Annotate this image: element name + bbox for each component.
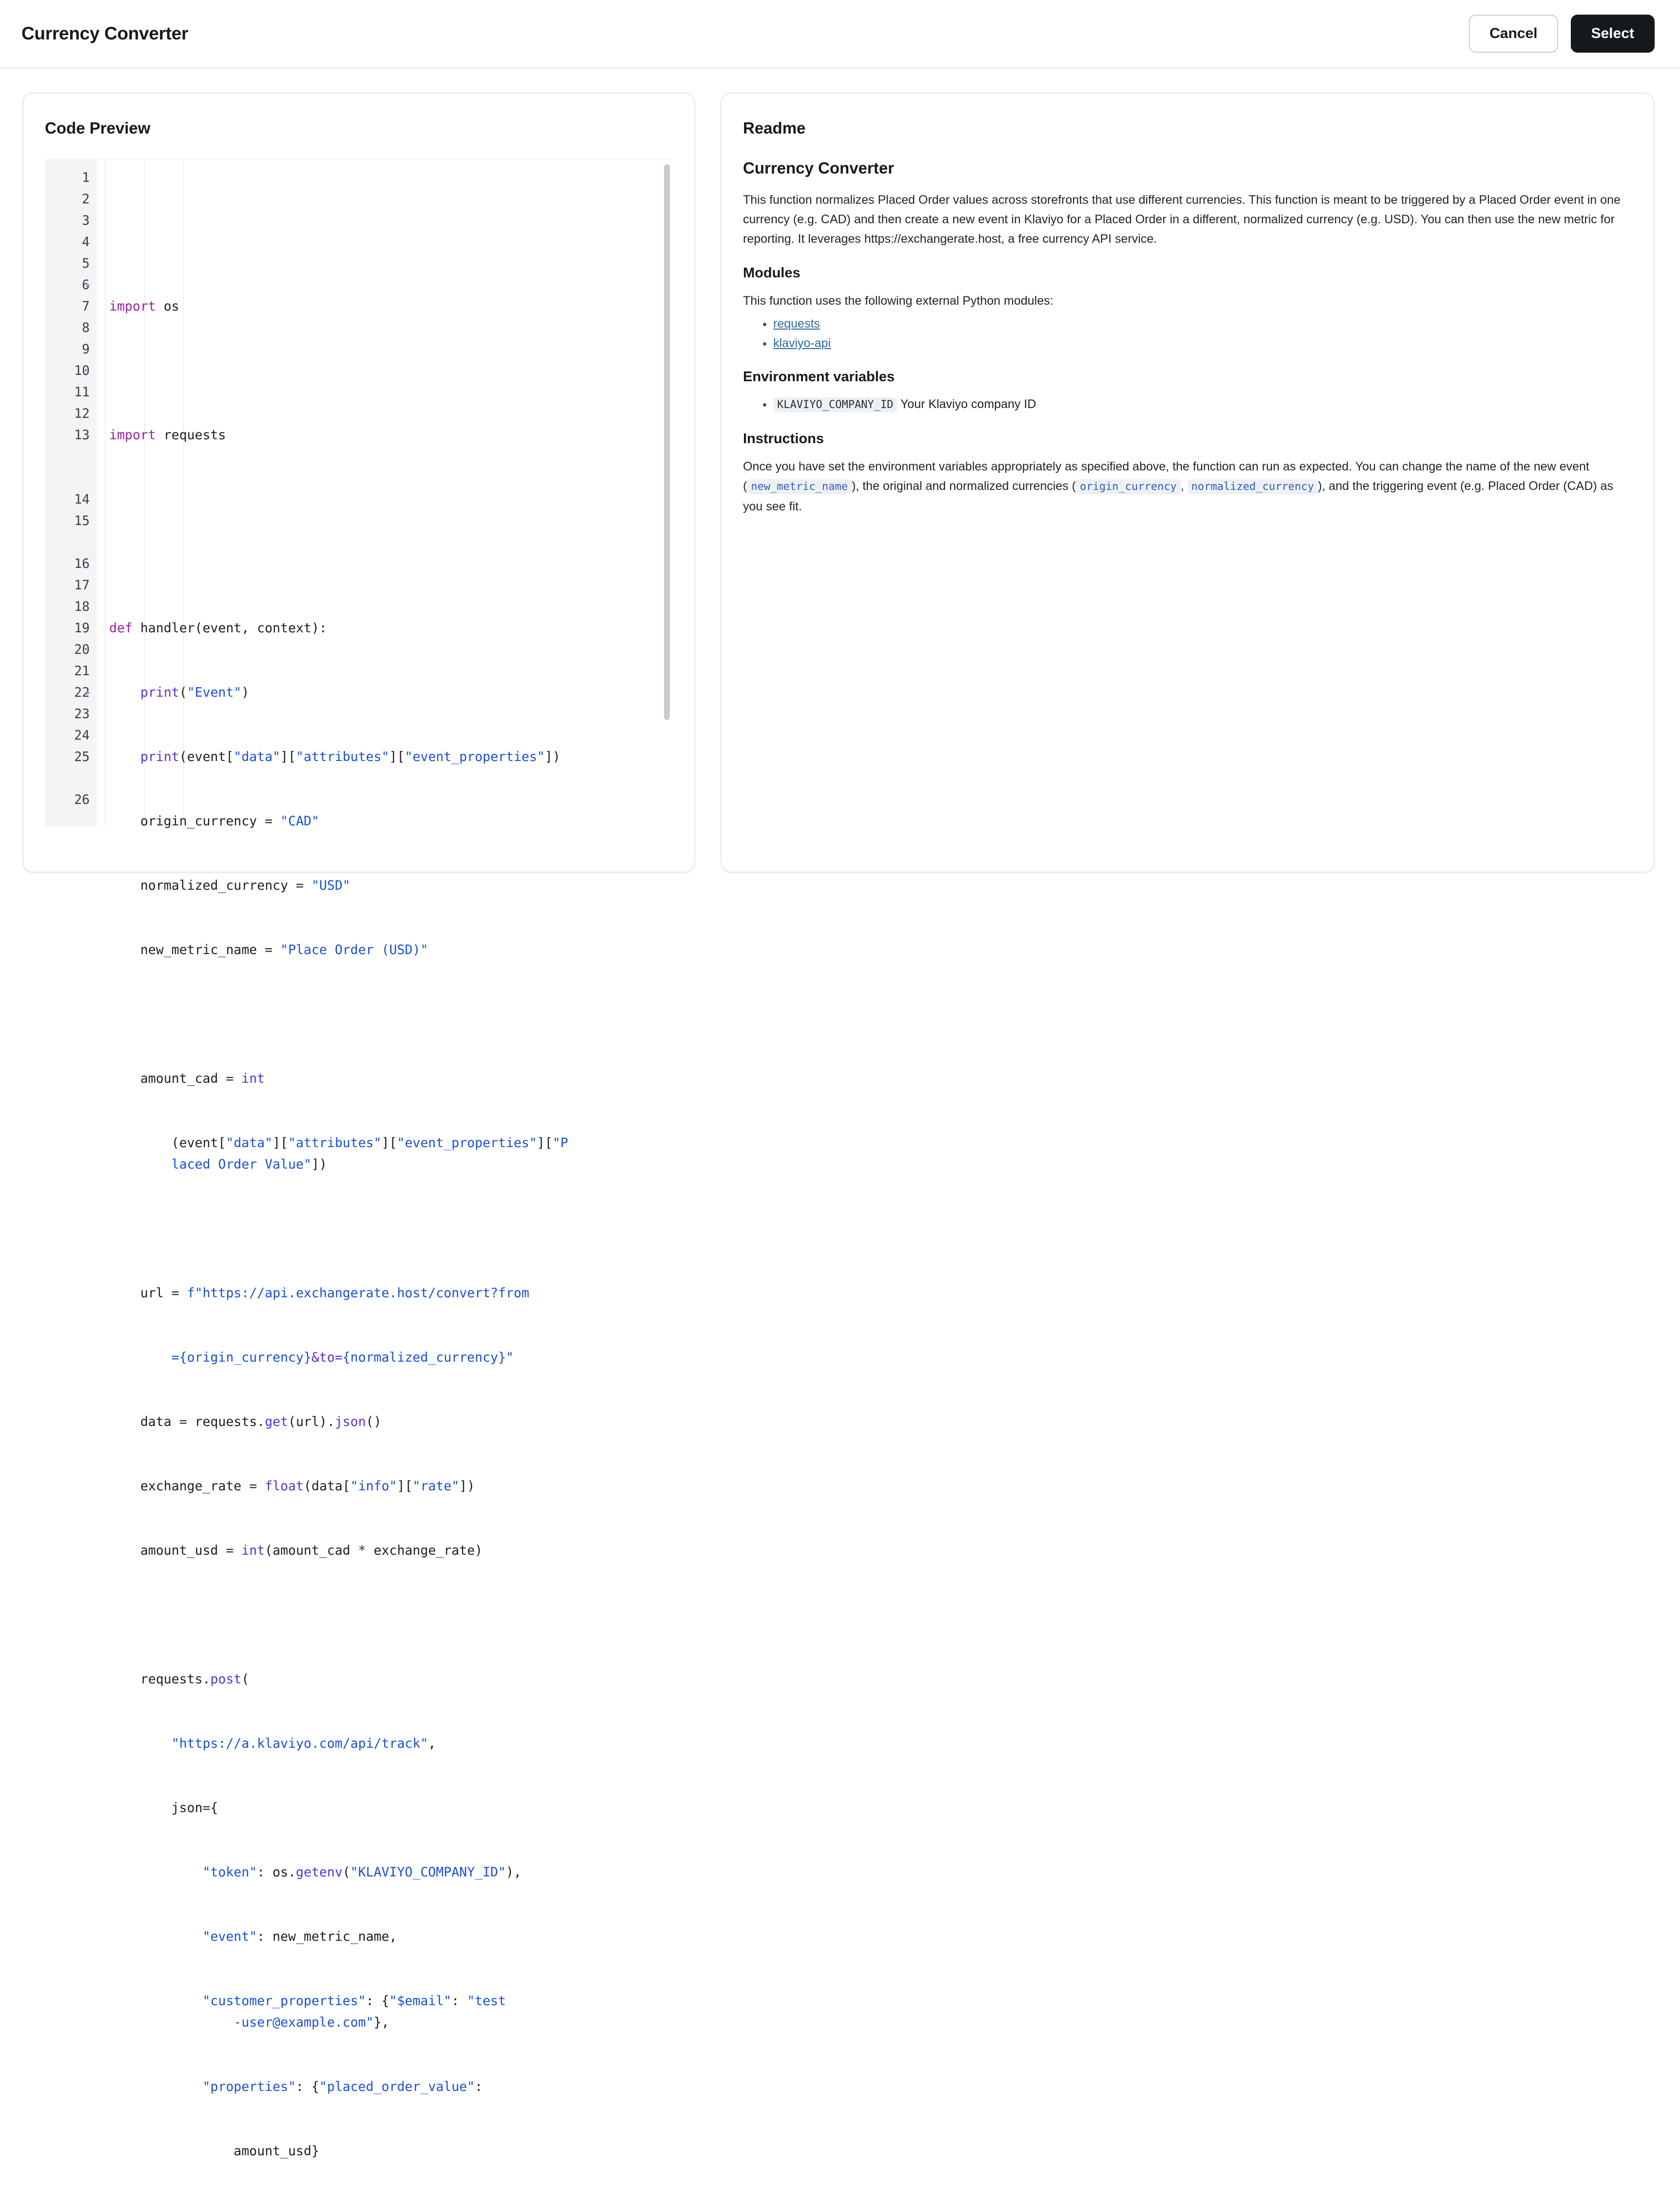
readme-env-heading: Environment variables: [743, 369, 895, 385]
line-number: 5: [82, 256, 90, 271]
line-number: 25: [74, 749, 90, 764]
instructions-var-new-metric-name: new_metric_name: [747, 479, 852, 494]
line-number: [45, 274, 90, 296]
code-line: def handler(event, context):: [109, 621, 327, 636]
line-number: 10: [74, 363, 90, 378]
line-number: 13: [74, 428, 90, 443]
code-line: "token": os.getenv("KLAVIYO_COMPANY_ID"),: [202, 1865, 522, 1880]
line-number: 2: [82, 192, 90, 207]
window-header: [0, 0, 1680, 68]
code-line: "https://a.klaviyo.com/api/track",: [171, 1736, 436, 1751]
code-line: requests.post(: [109, 1672, 250, 1687]
line-number: 9: [82, 342, 90, 357]
code-line: ={origin_currency}&to={normalized_currency}": [171, 1350, 514, 1365]
readme-instructions-heading: Instructions: [743, 431, 824, 447]
code-line: [109, 553, 673, 575]
instructions-text-1: Once you have set the environment variables appropriately as specified above, the function can run as expected. You can change the name of the new event (: [743, 460, 1589, 493]
cancel-button[interactable]: Cancel: [1469, 15, 1558, 53]
list-item: [773, 395, 1624, 414]
readme-modules-heading: Modules: [743, 265, 801, 281]
line-number: 14: [74, 492, 90, 507]
readme-intro-paragraph: This function normalizes Placed Order values across storefronts that use different currencies. This function is meant to be triggered by a Placed Order event in one currency (e.g. CAD) and then create a new event in Klaviyo for a Placed Order in a different, normalized currency (e.g. USD). You can then use the new metric for reporting. It leverages https://exchangerate.host, a free currency API service.: [743, 193, 1621, 246]
code-line: import requests: [109, 428, 226, 443]
readme-modules-intro: This function uses the following external Python modules:: [743, 294, 1054, 308]
line-number: 26: [74, 792, 90, 807]
code-line: print(event["data"]["attributes"]["event_properties"]): [140, 749, 561, 764]
readme-card: [721, 93, 1655, 873]
instructions-text-3: ,: [1180, 479, 1184, 493]
code-preview-title: Code Preview: [45, 119, 151, 137]
line-number: 20: [74, 642, 90, 657]
instructions-var-normalized-currency: normalized_currency: [1188, 479, 1318, 494]
env-var-description: Your Klaviyo company ID: [900, 397, 1036, 411]
code-line: exchange_rate = float(data["info"]["rate"]): [109, 1479, 475, 1494]
code-line: print("Event"): [140, 685, 250, 700]
code-editor[interactable]: [45, 159, 673, 2159]
line-number: 7: [82, 299, 90, 314]
code-preview-card: [22, 93, 695, 2159]
readme-modules-list: [743, 314, 1624, 352]
code-line: [109, 1004, 673, 1025]
line-number: 15: [74, 513, 90, 528]
code-line: [109, 1218, 673, 1240]
code-line: normalized_currency = "USD": [109, 878, 351, 893]
line-number-spacer: [45, 446, 90, 489]
code-text[interactable]: [97, 159, 673, 2159]
code-line: origin_currency = "CAD": [109, 814, 319, 829]
line-number: 19: [74, 621, 90, 636]
code-line: amount_usd}: [109, 2144, 319, 2159]
line-number: 8: [82, 320, 90, 335]
line-number: 18: [74, 599, 90, 614]
line-number-text: 6: [82, 277, 90, 293]
instructions-text-4: ), and the triggering event (e.g. Placed Order (CAD) as you see fit.: [743, 479, 1614, 513]
module-link-klaviyo-api[interactable]: klaviyo-api: [773, 336, 831, 350]
code-line: [109, 1604, 673, 1626]
main-content: [0, 68, 1680, 2159]
code-line: [109, 489, 673, 510]
code-line: import os: [109, 299, 179, 314]
fold-arrow-icon[interactable]: [86, 690, 90, 695]
header-actions: [1469, 15, 1655, 53]
code-line: "event": new_metric_name,: [202, 1929, 397, 1944]
code-line: [109, 360, 673, 382]
code-vertical-scrollbar[interactable]: [664, 164, 670, 720]
instructions-text-2: ), the original and normalized currencies (: [852, 479, 1076, 493]
readme-panel-title: Readme: [743, 119, 806, 137]
readme-env-list: [743, 395, 1624, 414]
module-link-requests[interactable]: requests: [773, 317, 820, 331]
list-item: [773, 334, 1624, 352]
code-line: (event["data"]["attributes"]["event_properties"]["P laced Order Value"]): [109, 1135, 568, 1172]
line-number: 21: [74, 663, 90, 679]
code-line: url = f"https://api.exchangerate.host/convert?from: [109, 1286, 529, 1301]
line-number: 4: [82, 234, 90, 250]
code-line: amount_usd = int(amount_cad * exchange_rate): [109, 1543, 483, 1558]
line-number: 1: [82, 170, 90, 185]
line-number-spacer: [45, 532, 90, 553]
select-button[interactable]: Select: [1571, 15, 1655, 53]
code-line: amount_cad = int: [109, 1071, 265, 1086]
page-title: Currency Converter: [21, 23, 189, 43]
line-number-spacer: [45, 768, 90, 789]
code-line: "properties": {"placed_order_value":: [202, 2079, 483, 2094]
code-line-number-gutter: [45, 159, 97, 827]
line-number: 3: [82, 213, 90, 228]
readme-instructions-paragraph: [743, 457, 1624, 516]
code-line: new_metric_name = "Place Order (USD)": [109, 942, 429, 957]
line-number: 11: [74, 385, 90, 400]
code-line: data = requests.get(url).json(): [109, 1414, 382, 1429]
line-number-text: 22: [74, 685, 90, 700]
env-var-name: KLAVIYO_COMPANY_ID: [773, 397, 897, 412]
instructions-var-origin-currency: origin_currency: [1076, 479, 1181, 494]
fold-arrow-icon[interactable]: [86, 283, 90, 288]
line-number: 17: [74, 578, 90, 593]
line-number: [45, 682, 90, 703]
code-line: json={: [109, 1800, 218, 1815]
line-number: 24: [74, 728, 90, 743]
list-item: [773, 314, 1624, 333]
line-number: 23: [74, 706, 90, 722]
code-line: "customer_properties": {"$email": "test -user@example.com"},: [109, 1993, 506, 2030]
line-number: 16: [74, 556, 90, 571]
readme-heading: Currency Converter: [743, 159, 894, 177]
line-number: 12: [74, 406, 90, 421]
